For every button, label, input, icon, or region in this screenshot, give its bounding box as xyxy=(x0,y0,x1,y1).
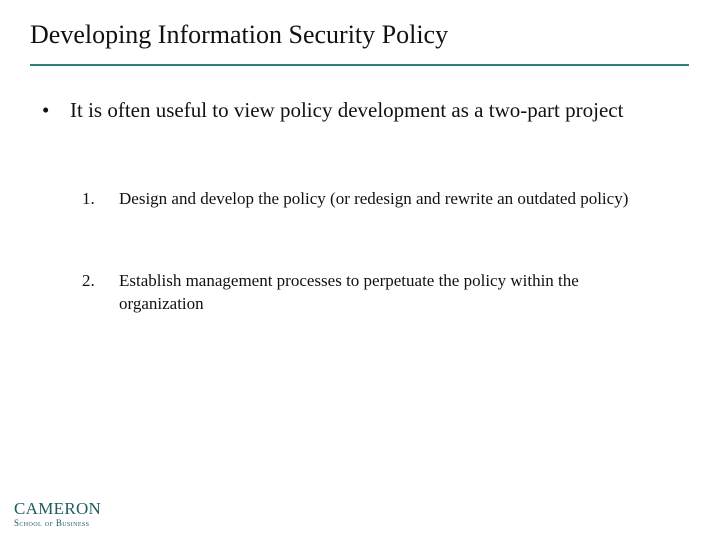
logo-wordmark: CAMERON xyxy=(14,499,102,518)
step-number: 1. xyxy=(82,189,95,208)
step-number: 2. xyxy=(82,271,95,290)
bullet-mark: • xyxy=(42,98,50,122)
step-text: Establish management processes to perpetuate the policy within the organization xyxy=(119,271,579,313)
slide-title: Developing Information Security Policy xyxy=(30,20,449,49)
bullet-text: It is often useful to view policy development as a two-part project xyxy=(70,98,624,122)
numbered-step-2 xyxy=(82,269,682,315)
title-divider xyxy=(30,64,689,66)
bullet-item xyxy=(42,96,642,124)
step-text: Design and develop the policy (or redesign and rewrite an outdated policy) xyxy=(119,189,629,208)
numbered-step-1 xyxy=(82,187,682,210)
cameron-logo xyxy=(14,500,124,528)
logo-subtitle: School of Business xyxy=(14,518,90,528)
